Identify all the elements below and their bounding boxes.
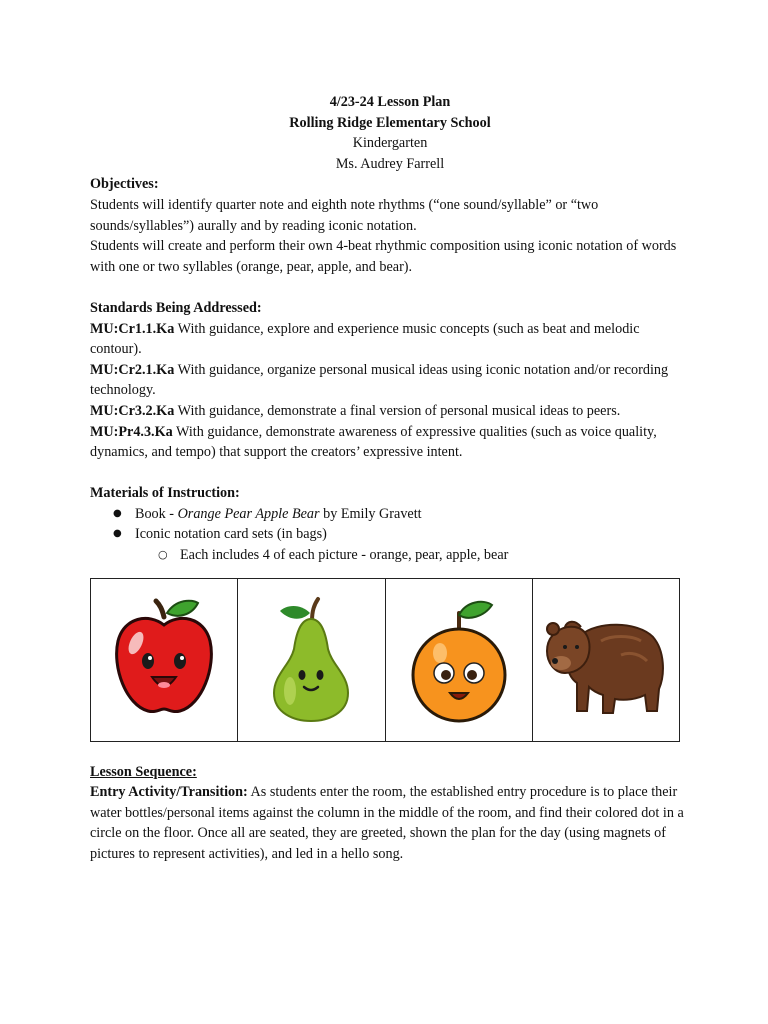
- picture-cards-wrapper: [90, 578, 690, 742]
- standard-text: With guidance, explore and experience music concepts (such as beat and melodic contour).: [90, 320, 640, 358]
- document-body: [90, 92, 690, 865]
- picture-cards-table: [90, 578, 680, 742]
- entry-activity: [90, 782, 690, 864]
- document-title: 4/23-24 Lesson Plan: [329, 94, 451, 110]
- book-prefix: Book -: [135, 505, 178, 522]
- spacer: [90, 463, 690, 484]
- sequence-heading: Lesson Sequence:: [90, 763, 197, 780]
- standard-code: MU:Cr3.2.Ka: [90, 402, 175, 419]
- entry-text: As students enter the room, the established entry procedure is to place their water bottles/personal items against the column in the middle of the room, and find their colored dot in a circle on the floor. Once all are seated, they are greeted, shown the plan for the day (using magnets of pictures to represent activities), and led in a hello song.: [90, 784, 684, 863]
- standard-text: With guidance, demonstrate a final version of personal musical ideas to peers.: [174, 402, 621, 419]
- objective-item: Students will create and perform their own 4-beat rhythmic composition using iconic notation of words with one or two syllables (orange, pear, apple, and bear).: [90, 238, 677, 275]
- standard-text: With guidance, demonstrate awareness of expressive qualities (such as voice quality, dynamics, and tempo) that support the creators’ expressive intent.: [90, 423, 657, 461]
- picture-card-bear: [533, 579, 679, 741]
- picture-card-orange: [386, 579, 533, 741]
- school-name: Rolling Ridge Elementary School: [289, 114, 491, 131]
- objectives-heading: Objectives:: [90, 176, 159, 193]
- grade-level: Kindergarten: [352, 135, 428, 152]
- standard-item: [90, 319, 690, 360]
- card-sets-detail: Each includes 4 of each picture - orange, pear, apple, bear: [180, 547, 509, 564]
- materials-heading: Materials of Instruction:: [90, 485, 240, 502]
- standard-code: MU:Cr1.1.Ka: [90, 320, 175, 337]
- teacher-name: Ms. Audrey Farrell: [335, 155, 445, 172]
- standard-item: [90, 360, 690, 401]
- pear-icon: [256, 595, 366, 725]
- objective-item: Students will identify quarter note and eighth note rhythms (“one sound/syllable” or “two sounds/syllables”) aurally and by reading iconic notation.: [90, 196, 599, 234]
- standard-code: MU:Cr2.1.Ka: [90, 361, 175, 378]
- entry-label: Entry Activity/Transition:: [90, 784, 248, 801]
- book-title: Orange Pear Apple Bear: [177, 505, 320, 522]
- standards-heading: Standards Being Addressed:: [90, 299, 262, 316]
- standard-code: MU:Pr4.3.Ka: [90, 423, 173, 440]
- standard-text: With guidance, organize personal musical ideas using iconic notation and/or recording technology.: [90, 361, 669, 399]
- apple-icon: [104, 595, 224, 725]
- materials-list: [90, 504, 690, 545]
- card-sets-label: Iconic notation card sets (in bags): [135, 526, 327, 543]
- list-item: [90, 524, 690, 545]
- standard-item: [90, 401, 690, 422]
- card-sets-sublist: [90, 545, 690, 566]
- picture-card-apple: [91, 579, 238, 741]
- spacer: [90, 277, 690, 298]
- list-item: [90, 504, 690, 525]
- book-author: by Emily Gravett: [319, 505, 422, 522]
- orange-icon: [404, 595, 514, 725]
- bear-icon: [541, 595, 671, 725]
- standard-item: [90, 422, 690, 463]
- list-item: [90, 545, 690, 566]
- picture-card-pear: [238, 579, 385, 741]
